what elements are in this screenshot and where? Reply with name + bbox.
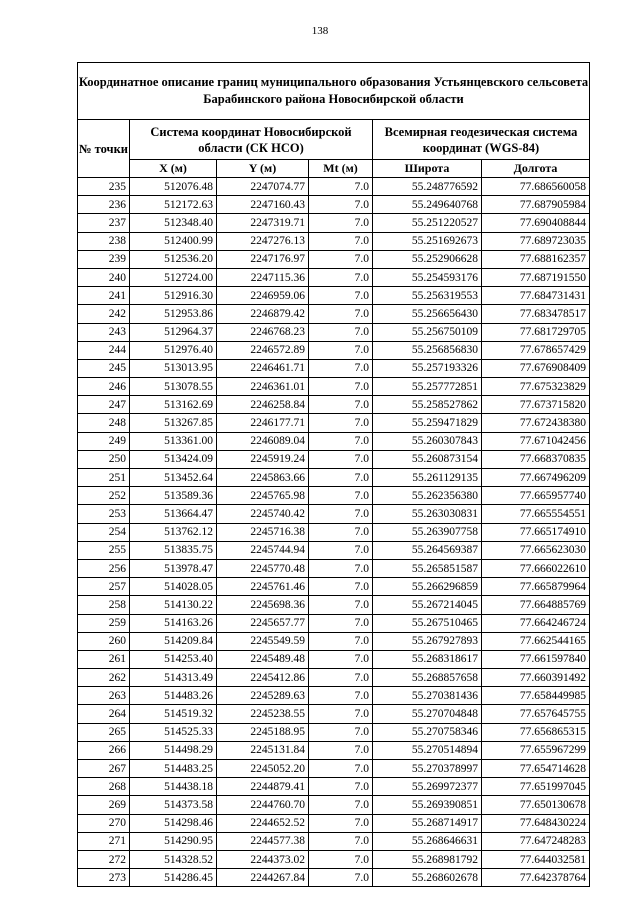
table-row xyxy=(78,487,590,505)
table-row xyxy=(78,432,590,450)
latitude-cell: 55.260873154 xyxy=(373,450,482,468)
x-cell: 514498.29 xyxy=(130,741,217,759)
x-cell: 512348.40 xyxy=(130,214,217,232)
table-row xyxy=(78,214,590,232)
y-cell: 2245131.84 xyxy=(217,741,309,759)
table-row xyxy=(78,359,590,377)
x-cell: 513835.75 xyxy=(130,541,217,559)
y-cell: 2246959.06 xyxy=(217,287,309,305)
table-row xyxy=(78,323,590,341)
mt-cell: 7.0 xyxy=(309,268,373,286)
table-row xyxy=(78,378,590,396)
point-number-cell: 264 xyxy=(78,705,130,723)
y-cell: 2246089.04 xyxy=(217,432,309,450)
y-cell: 2245716.38 xyxy=(217,523,309,541)
table-row xyxy=(78,741,590,759)
x-cell: 512916.30 xyxy=(130,287,217,305)
mt-cell: 7.0 xyxy=(309,687,373,705)
latitude-cell: 55.267510465 xyxy=(373,614,482,632)
longitude-cell: 77.687191550 xyxy=(482,268,590,286)
point-number-cell: 258 xyxy=(78,596,130,614)
table-body xyxy=(78,178,590,887)
point-number-cell: 236 xyxy=(78,196,130,214)
point-number-cell: 260 xyxy=(78,632,130,650)
x-cell: 512172.63 xyxy=(130,196,217,214)
x-cell: 514253.40 xyxy=(130,650,217,668)
y-cell: 2245052.20 xyxy=(217,760,309,778)
latitude-cell: 55.256656430 xyxy=(373,305,482,323)
table-title: Координатное описание границ муниципального образования Устьянцевского сельсовета Барабинского района Новосибирской области xyxy=(78,63,590,120)
x-cell: 514209.84 xyxy=(130,632,217,650)
point-number-cell: 249 xyxy=(78,432,130,450)
longitude-cell: 77.665554551 xyxy=(482,505,590,523)
table-row xyxy=(78,669,590,687)
point-number-cell: 257 xyxy=(78,578,130,596)
longitude-cell: 77.655967299 xyxy=(482,741,590,759)
mt-cell: 7.0 xyxy=(309,287,373,305)
header-longitude: Долгота xyxy=(482,160,590,178)
mt-cell: 7.0 xyxy=(309,178,373,196)
y-cell: 2244652.52 xyxy=(217,814,309,832)
y-cell: 2245188.95 xyxy=(217,723,309,741)
y-cell: 2244577.38 xyxy=(217,832,309,850)
longitude-cell: 77.678657429 xyxy=(482,341,590,359)
table-row xyxy=(78,632,590,650)
point-number-cell: 250 xyxy=(78,450,130,468)
point-number-cell: 238 xyxy=(78,232,130,250)
table-row xyxy=(78,232,590,250)
x-cell: 513267.85 xyxy=(130,414,217,432)
y-cell: 2246461.71 xyxy=(217,359,309,377)
mt-cell: 7.0 xyxy=(309,723,373,741)
mt-cell: 7.0 xyxy=(309,705,373,723)
table-row xyxy=(78,614,590,632)
mt-cell: 7.0 xyxy=(309,869,373,887)
longitude-cell: 77.665623030 xyxy=(482,541,590,559)
y-cell: 2247115.36 xyxy=(217,268,309,286)
table-row xyxy=(78,850,590,868)
y-cell: 2246879.42 xyxy=(217,305,309,323)
x-cell: 514286.45 xyxy=(130,869,217,887)
latitude-cell: 55.270514894 xyxy=(373,741,482,759)
table-row xyxy=(78,596,590,614)
mt-cell: 7.0 xyxy=(309,396,373,414)
longitude-cell: 77.672438380 xyxy=(482,414,590,432)
longitude-cell: 77.676908409 xyxy=(482,359,590,377)
x-cell: 512953.86 xyxy=(130,305,217,323)
y-cell: 2246768.23 xyxy=(217,323,309,341)
latitude-cell: 55.264569387 xyxy=(373,541,482,559)
point-number-cell: 273 xyxy=(78,869,130,887)
point-number-cell: 252 xyxy=(78,487,130,505)
latitude-cell: 55.268857658 xyxy=(373,669,482,687)
point-number-cell: 251 xyxy=(78,469,130,487)
x-cell: 514163.26 xyxy=(130,614,217,632)
x-cell: 512536.20 xyxy=(130,250,217,268)
mt-cell: 7.0 xyxy=(309,432,373,450)
table-row xyxy=(78,869,590,887)
x-cell: 512400.99 xyxy=(130,232,217,250)
y-cell: 2245238.55 xyxy=(217,705,309,723)
table-row xyxy=(78,469,590,487)
mt-cell: 7.0 xyxy=(309,578,373,596)
latitude-cell: 55.268981792 xyxy=(373,850,482,868)
mt-cell: 7.0 xyxy=(309,778,373,796)
mt-cell: 7.0 xyxy=(309,323,373,341)
latitude-cell: 55.268646631 xyxy=(373,832,482,850)
table-row xyxy=(78,578,590,596)
table-row xyxy=(78,250,590,268)
longitude-cell: 77.665879964 xyxy=(482,578,590,596)
longitude-cell: 77.660391492 xyxy=(482,669,590,687)
longitude-cell: 77.662544165 xyxy=(482,632,590,650)
latitude-cell: 55.258527862 xyxy=(373,396,482,414)
y-cell: 2245863.66 xyxy=(217,469,309,487)
mt-cell: 7.0 xyxy=(309,505,373,523)
point-number-cell: 262 xyxy=(78,669,130,687)
mt-cell: 7.0 xyxy=(309,523,373,541)
longitude-cell: 77.650130678 xyxy=(482,796,590,814)
mt-cell: 7.0 xyxy=(309,450,373,468)
y-cell: 2245698.36 xyxy=(217,596,309,614)
longitude-cell: 77.666022610 xyxy=(482,559,590,577)
y-cell: 2245761.46 xyxy=(217,578,309,596)
x-cell: 514483.25 xyxy=(130,760,217,778)
point-number-cell: 239 xyxy=(78,250,130,268)
x-cell: 512976.40 xyxy=(130,341,217,359)
longitude-cell: 77.644032581 xyxy=(482,850,590,868)
latitude-cell: 55.266296859 xyxy=(373,578,482,596)
point-number-cell: 254 xyxy=(78,523,130,541)
point-number-cell: 248 xyxy=(78,414,130,432)
header-x: X (м) xyxy=(130,160,217,178)
y-cell: 2247276.13 xyxy=(217,232,309,250)
table-row xyxy=(78,414,590,432)
mt-cell: 7.0 xyxy=(309,650,373,668)
longitude-cell: 77.668370835 xyxy=(482,450,590,468)
x-cell: 514313.49 xyxy=(130,669,217,687)
y-cell: 2246361.01 xyxy=(217,378,309,396)
point-number-cell: 242 xyxy=(78,305,130,323)
x-cell: 514373.58 xyxy=(130,796,217,814)
x-cell: 512964.37 xyxy=(130,323,217,341)
longitude-cell: 77.681729705 xyxy=(482,323,590,341)
y-cell: 2245657.77 xyxy=(217,614,309,632)
mt-cell: 7.0 xyxy=(309,341,373,359)
table-row xyxy=(78,268,590,286)
y-cell: 2244267.84 xyxy=(217,869,309,887)
x-cell: 513013.95 xyxy=(130,359,217,377)
x-cell: 513664.47 xyxy=(130,505,217,523)
point-number-cell: 271 xyxy=(78,832,130,850)
mt-cell: 7.0 xyxy=(309,378,373,396)
latitude-cell: 55.263907758 xyxy=(373,523,482,541)
point-number-cell: 266 xyxy=(78,741,130,759)
point-number-cell: 256 xyxy=(78,559,130,577)
longitude-cell: 77.661597840 xyxy=(482,650,590,668)
x-cell: 513162.69 xyxy=(130,396,217,414)
latitude-cell: 55.249640768 xyxy=(373,196,482,214)
longitude-cell: 77.690408844 xyxy=(482,214,590,232)
table-row xyxy=(78,341,590,359)
table-row xyxy=(78,705,590,723)
longitude-cell: 77.687905984 xyxy=(482,196,590,214)
longitude-cell: 77.658449985 xyxy=(482,687,590,705)
point-number-cell: 261 xyxy=(78,650,130,668)
point-number-cell: 269 xyxy=(78,796,130,814)
longitude-cell: 77.683478517 xyxy=(482,305,590,323)
point-number-cell: 237 xyxy=(78,214,130,232)
longitude-cell: 77.689723035 xyxy=(482,232,590,250)
y-cell: 2247160.43 xyxy=(217,196,309,214)
x-cell: 514483.26 xyxy=(130,687,217,705)
table-row xyxy=(78,832,590,850)
longitude-cell: 77.686560058 xyxy=(482,178,590,196)
y-cell: 2245740.42 xyxy=(217,505,309,523)
y-cell: 2244760.70 xyxy=(217,796,309,814)
y-cell: 2245770.48 xyxy=(217,559,309,577)
longitude-cell: 77.647248283 xyxy=(482,832,590,850)
y-cell: 2246572.89 xyxy=(217,341,309,359)
header-local-system: Система координат Новосибирской области (СК НСО) xyxy=(130,120,373,160)
table-row xyxy=(78,541,590,559)
latitude-cell: 55.268602678 xyxy=(373,869,482,887)
x-cell: 514438.18 xyxy=(130,778,217,796)
latitude-cell: 55.252906628 xyxy=(373,250,482,268)
latitude-cell: 55.265851587 xyxy=(373,559,482,577)
point-number-cell: 263 xyxy=(78,687,130,705)
mt-cell: 7.0 xyxy=(309,832,373,850)
point-number-cell: 259 xyxy=(78,614,130,632)
point-number-cell: 265 xyxy=(78,723,130,741)
latitude-cell: 55.257193326 xyxy=(373,359,482,377)
y-cell: 2244879.41 xyxy=(217,778,309,796)
x-cell: 514290.95 xyxy=(130,832,217,850)
mt-cell: 7.0 xyxy=(309,760,373,778)
x-cell: 514328.52 xyxy=(130,850,217,868)
point-number-cell: 235 xyxy=(78,178,130,196)
y-cell: 2246177.71 xyxy=(217,414,309,432)
y-cell: 2247074.77 xyxy=(217,178,309,196)
x-cell: 514525.33 xyxy=(130,723,217,741)
point-number-cell: 245 xyxy=(78,359,130,377)
table-row xyxy=(78,559,590,577)
longitude-cell: 77.667496209 xyxy=(482,469,590,487)
latitude-cell: 55.256856830 xyxy=(373,341,482,359)
y-cell: 2247319.71 xyxy=(217,214,309,232)
latitude-cell: 55.257772851 xyxy=(373,378,482,396)
y-cell: 2245549.59 xyxy=(217,632,309,650)
longitude-cell: 77.651997045 xyxy=(482,778,590,796)
mt-cell: 7.0 xyxy=(309,414,373,432)
header-latitude: Широта xyxy=(373,160,482,178)
mt-cell: 7.0 xyxy=(309,559,373,577)
longitude-cell: 77.657645755 xyxy=(482,705,590,723)
longitude-cell: 77.664246724 xyxy=(482,614,590,632)
longitude-cell: 77.654714628 xyxy=(482,760,590,778)
table-row xyxy=(78,687,590,705)
table-row xyxy=(78,650,590,668)
latitude-cell: 55.268714917 xyxy=(373,814,482,832)
x-cell: 514298.46 xyxy=(130,814,217,832)
mt-cell: 7.0 xyxy=(309,850,373,868)
y-cell: 2245489.48 xyxy=(217,650,309,668)
latitude-cell: 55.259471829 xyxy=(373,414,482,432)
x-cell: 512724.00 xyxy=(130,268,217,286)
latitude-cell: 55.270381436 xyxy=(373,687,482,705)
latitude-cell: 55.268318617 xyxy=(373,650,482,668)
x-cell: 513424.09 xyxy=(130,450,217,468)
point-number-cell: 244 xyxy=(78,341,130,359)
longitude-cell: 77.642378764 xyxy=(482,869,590,887)
mt-cell: 7.0 xyxy=(309,487,373,505)
x-cell: 514130.22 xyxy=(130,596,217,614)
mt-cell: 7.0 xyxy=(309,232,373,250)
latitude-cell: 55.248776592 xyxy=(373,178,482,196)
mt-cell: 7.0 xyxy=(309,596,373,614)
table-row xyxy=(78,450,590,468)
latitude-cell: 55.270758346 xyxy=(373,723,482,741)
mt-cell: 7.0 xyxy=(309,359,373,377)
point-number-cell: 243 xyxy=(78,323,130,341)
point-number-cell: 240 xyxy=(78,268,130,286)
point-number-cell: 272 xyxy=(78,850,130,868)
latitude-cell: 55.251692673 xyxy=(373,232,482,250)
x-cell: 513978.47 xyxy=(130,559,217,577)
table-row xyxy=(78,523,590,541)
latitude-cell: 55.262356380 xyxy=(373,487,482,505)
latitude-cell: 55.260307843 xyxy=(373,432,482,450)
header-y: Y (м) xyxy=(217,160,309,178)
table-row xyxy=(78,760,590,778)
latitude-cell: 55.254593176 xyxy=(373,268,482,286)
point-number-cell: 241 xyxy=(78,287,130,305)
y-cell: 2246258.84 xyxy=(217,396,309,414)
x-cell: 513361.00 xyxy=(130,432,217,450)
point-number-cell: 255 xyxy=(78,541,130,559)
point-number-cell: 267 xyxy=(78,760,130,778)
table-row xyxy=(78,505,590,523)
mt-cell: 7.0 xyxy=(309,541,373,559)
table-row xyxy=(78,305,590,323)
longitude-cell: 77.688162357 xyxy=(482,250,590,268)
longitude-cell: 77.656865315 xyxy=(482,723,590,741)
mt-cell: 7.0 xyxy=(309,214,373,232)
latitude-cell: 55.263030831 xyxy=(373,505,482,523)
latitude-cell: 55.267927893 xyxy=(373,632,482,650)
latitude-cell: 55.267214045 xyxy=(373,596,482,614)
latitude-cell: 55.256319553 xyxy=(373,287,482,305)
table-row xyxy=(78,814,590,832)
mt-cell: 7.0 xyxy=(309,632,373,650)
mt-cell: 7.0 xyxy=(309,196,373,214)
table-row xyxy=(78,196,590,214)
y-cell: 2244373.02 xyxy=(217,850,309,868)
table-row xyxy=(78,287,590,305)
latitude-cell: 55.256750109 xyxy=(373,323,482,341)
longitude-cell: 77.673715820 xyxy=(482,396,590,414)
longitude-cell: 77.648430224 xyxy=(482,814,590,832)
y-cell: 2245412.86 xyxy=(217,669,309,687)
table-row xyxy=(78,396,590,414)
table-row xyxy=(78,723,590,741)
header-wgs-system: Всемирная геодезическая система координат (WGS-84) xyxy=(373,120,590,160)
x-cell: 513452.64 xyxy=(130,469,217,487)
mt-cell: 7.0 xyxy=(309,741,373,759)
point-number-cell: 270 xyxy=(78,814,130,832)
y-cell: 2245289.63 xyxy=(217,687,309,705)
x-cell: 514519.32 xyxy=(130,705,217,723)
header-point-number: № точки xyxy=(78,120,130,178)
latitude-cell: 55.251220527 xyxy=(373,214,482,232)
table-row xyxy=(78,796,590,814)
y-cell: 2245765.98 xyxy=(217,487,309,505)
mt-cell: 7.0 xyxy=(309,614,373,632)
latitude-cell: 55.270704848 xyxy=(373,705,482,723)
mt-cell: 7.0 xyxy=(309,250,373,268)
mt-cell: 7.0 xyxy=(309,469,373,487)
longitude-cell: 77.675323829 xyxy=(482,378,590,396)
latitude-cell: 55.269390851 xyxy=(373,796,482,814)
y-cell: 2245919.24 xyxy=(217,450,309,468)
table-row xyxy=(78,178,590,196)
mt-cell: 7.0 xyxy=(309,669,373,687)
header-mt: Mt (м) xyxy=(309,160,373,178)
point-number-cell: 247 xyxy=(78,396,130,414)
longitude-cell: 77.671042456 xyxy=(482,432,590,450)
mt-cell: 7.0 xyxy=(309,814,373,832)
longitude-cell: 77.664885769 xyxy=(482,596,590,614)
point-number-cell: 253 xyxy=(78,505,130,523)
y-cell: 2247176.97 xyxy=(217,250,309,268)
x-cell: 513762.12 xyxy=(130,523,217,541)
point-number-cell: 246 xyxy=(78,378,130,396)
longitude-cell: 77.684731431 xyxy=(482,287,590,305)
page-number: 138 xyxy=(311,25,329,37)
latitude-cell: 55.261129135 xyxy=(373,469,482,487)
longitude-cell: 77.665957740 xyxy=(482,487,590,505)
coordinates-table xyxy=(77,62,590,887)
latitude-cell: 55.269972377 xyxy=(373,778,482,796)
x-cell: 512076.48 xyxy=(130,178,217,196)
x-cell: 514028.05 xyxy=(130,578,217,596)
latitude-cell: 55.270378997 xyxy=(373,760,482,778)
longitude-cell: 77.665174910 xyxy=(482,523,590,541)
x-cell: 513589.36 xyxy=(130,487,217,505)
y-cell: 2245744.94 xyxy=(217,541,309,559)
x-cell: 513078.55 xyxy=(130,378,217,396)
mt-cell: 7.0 xyxy=(309,305,373,323)
mt-cell: 7.0 xyxy=(309,796,373,814)
point-number-cell: 268 xyxy=(78,778,130,796)
table-row xyxy=(78,778,590,796)
